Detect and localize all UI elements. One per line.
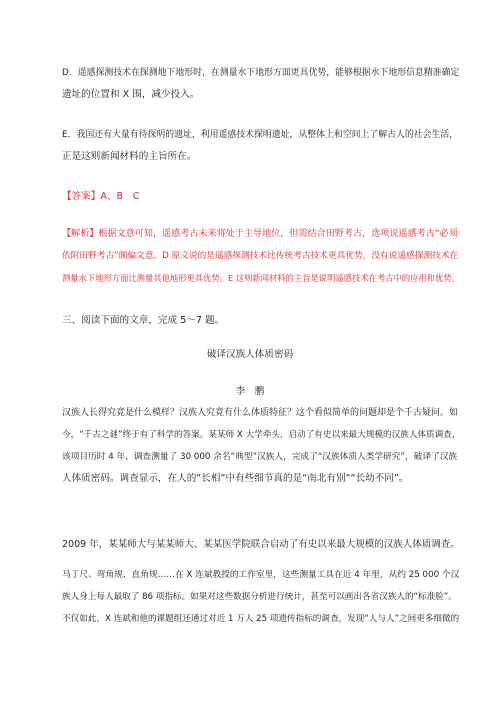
analysis [62, 223, 460, 289]
option-d [62, 62, 460, 106]
paragraph-line: 人体质密码。调查显示，在人的“长相”中有些细节真的是“南北有别”“长幼不同”。 [62, 473, 409, 484]
option-e-line: E．我国还有大量有待探明的遗址，利用遥感技术探明遗址，从整体上和空间上了解古人的社会生活， [62, 130, 459, 140]
option-d-line: D．遥感探测技术在探测地下地形时，在测量水下地形方面更具优势，能够根据水下地形信息精准确定 [62, 68, 460, 78]
paragraph-line: 汉族人长得究竟是什么模样？汉族人究竟有什么体质特征？这个看似简单的问题却是个千古疑问。如 [62, 408, 459, 418]
option-d-line: 遗址的位置和 X 围，减少投入。 [62, 89, 200, 100]
analysis-line: 【解析】根据文意可知，遥感考古未来将处于主导地位，但需结合田野考古，选项说遥感考古“必须 [62, 229, 458, 239]
paragraph-line: 今，“千古之谜”终于有了科学的答案。某某师 X 大学牵头，启动了有史以来最大规模的汉族人体质调查， [62, 430, 461, 440]
article-paragraph-2 [62, 534, 460, 556]
paragraph-line: 族人身上每人最取了 86 项指标。如果对这些数据分析进行统计，甚至可以画出各省汉族人的“标准脸”。 [62, 592, 457, 602]
option-e [62, 124, 460, 168]
answer [62, 186, 460, 208]
analysis-line: 依附田野考古”颇偏文意。D 原文说的是遥感探测技术比传统考古技术更具优势，没有说遥感探测技术在 [62, 251, 459, 261]
analysis-line: 测量水下地形方面比测量其他地形更具优势。E 这则新闻材料的主旨是说明遥感技术在考古中的应用和优势。 [62, 273, 460, 283]
section-heading [62, 310, 460, 332]
article-title: 破译汉族人体质密码 [206, 349, 294, 360]
paragraph-line: 不仅如此，X 连斌和他的课题组还通过对近 1 万人 25 项遗传指标的调查，发现“人与人”之间更多细微的 [62, 614, 460, 624]
section-heading-text: 三、阅读下面的文章，完成 5～7 题。 [62, 315, 225, 326]
paragraph-line: 马丁尺、弯角规、直角规……在 X 连斌教授的工作室里，这些测量工具在近 4 年里，从约 25 000 个汉 [62, 570, 460, 580]
answer-text: 【答案】A、B C [62, 191, 140, 202]
option-e-line: 正是这则新闻材料的主旨所在。 [62, 151, 197, 162]
article-paragraph-3 [62, 564, 460, 630]
paragraph-line: 2009 年，某某师大与某某师大、某某医学院联合启动了有史以来最大规模的汉族人体质调查。 [62, 539, 460, 550]
article-author: 李 鹏 [235, 386, 265, 397]
article-paragraph-1 [62, 402, 460, 490]
paragraph-line: 该项目历时 4 年，调查测量了 30 000 余名“典型”汉族人，完成了“汉族体质人类学研究”，破译了汉族 [62, 452, 458, 462]
